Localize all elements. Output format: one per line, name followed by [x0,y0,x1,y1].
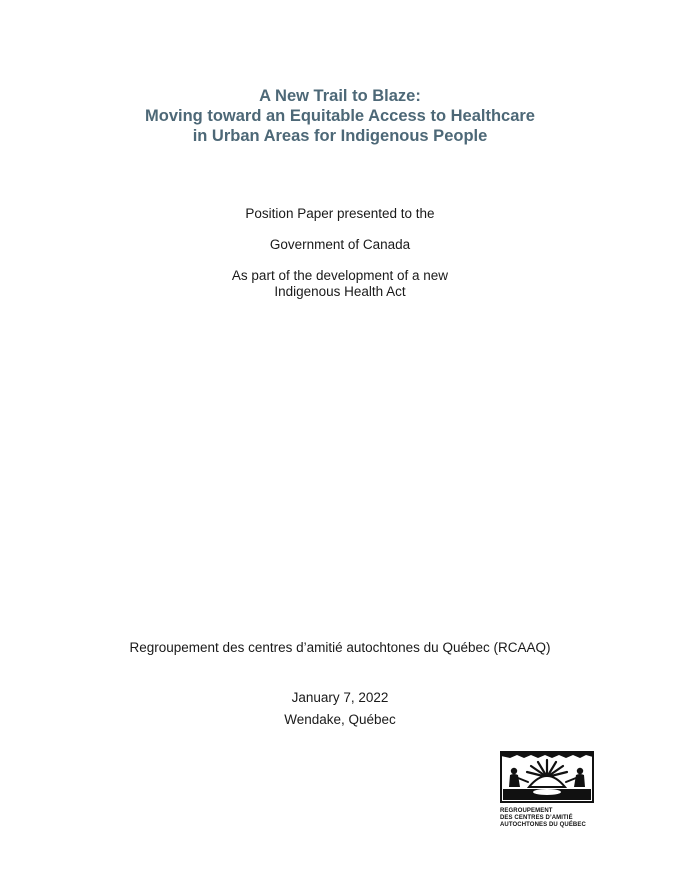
logo-text [500,808,600,829]
purpose-line-2: Indigenous Health Act [274,284,406,299]
logo-text-line-2: DES CENTRES D’AMITIÉ [500,815,573,821]
title-line-2: Moving toward an Equitable Access to Healthcare [145,107,535,125]
document-title [0,86,680,146]
document-location: Wendake, Québec [284,712,396,727]
title-line-3: in Urban Areas for Indigenous People [192,127,488,145]
recipient-line: Government of Canada [269,237,411,252]
rcaaq-logo-icon [500,751,594,803]
purpose-line-1: As part of the development of a new [231,268,449,283]
organization-name: Regroupement des centres d’amitié autochtones du Québec (RCAAQ) [129,640,551,655]
presented-to-line: Position Paper presented to the [245,206,435,221]
title-line-1: A New Trail to Blaze: [259,87,421,105]
rcaaq-logo [500,751,600,829]
logo-text-line-1: REGROUPEMENT [500,808,553,814]
document-date: January 7, 2022 [291,690,389,705]
logo-text-line-3: AUTOCHTONES DU QUÉBEC [500,822,586,828]
